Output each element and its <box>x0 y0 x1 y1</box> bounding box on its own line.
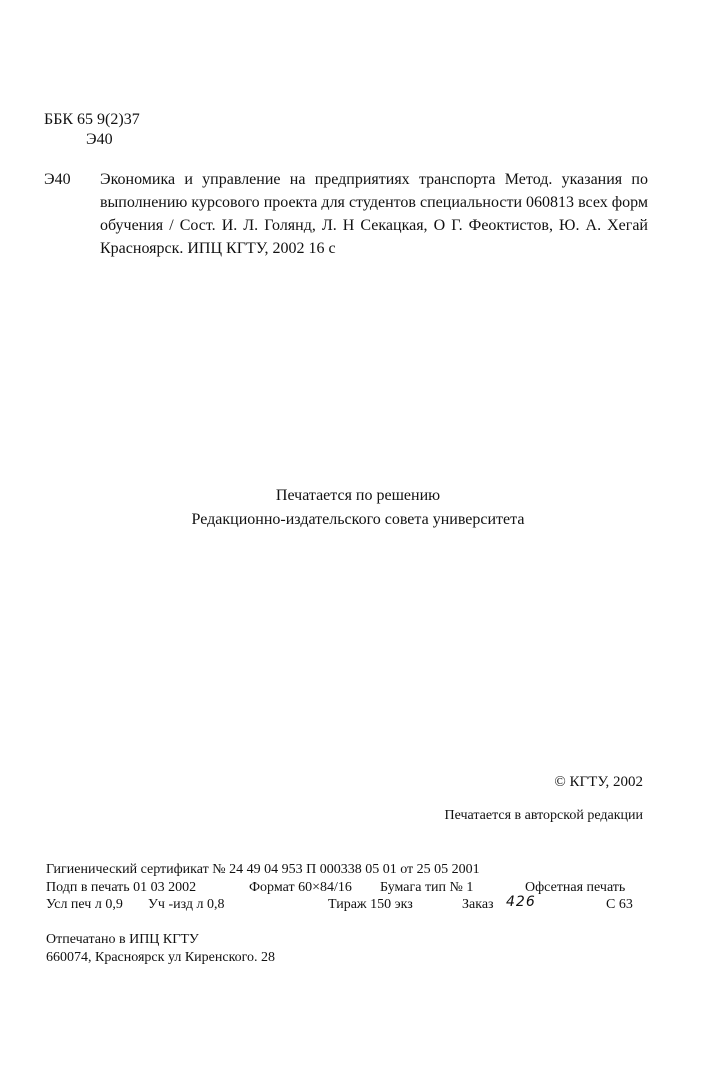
print-sheets: Усл печ л 0,9 <box>46 897 123 912</box>
publish-sheets: Уч -изд л 0,8 <box>148 897 225 912</box>
bbk-index: ББК 65 9(2)37 <box>44 111 140 128</box>
printer-address: 660074, Красноярск ул Киренского. 28 <box>46 950 276 965</box>
edition-note: Печатается в авторской редакции <box>444 808 643 823</box>
order-code: С 63 <box>606 897 633 912</box>
print-type: Офсетная печать <box>525 880 626 895</box>
printer-line-1: Отпечатано в ИПЦ КГТУ <box>46 932 199 947</box>
approval-line-2: Редакционно-издательского совета университета <box>191 511 525 528</box>
order-label: Заказ <box>462 897 494 912</box>
print-run: Тираж 150 экз <box>328 897 413 912</box>
approval-line-1: Печатается по решению <box>275 487 441 504</box>
paper-type: Бумага тип № 1 <box>380 880 474 895</box>
order-number: 426 <box>506 894 536 910</box>
author-mark: Э40 <box>86 131 113 148</box>
biblio-description: Экономика и управление на предприятиях транспорта Метод. указания по выполнению курсового проекта для студентов специальности 060813 всех форм обучения / Сост. И. Л. Голянд, Л. Н Секацкая, О Г. Феоктистов, Ю. А. Хегай Красноярск. ИПЦ КГТУ, 2002 16 с <box>100 171 648 257</box>
format: Формат 60×84/16 <box>249 880 352 895</box>
hygiene-certificate: Гигиенический сертификат № 24 49 04 953 П 000338 05 01 от 25 05 2001 <box>46 862 480 877</box>
copyright: © КГТУ, 2002 <box>554 774 643 790</box>
signed-to-print: Подп в печать 01 03 2002 <box>46 880 197 895</box>
biblio-code: Э40 <box>44 171 71 188</box>
